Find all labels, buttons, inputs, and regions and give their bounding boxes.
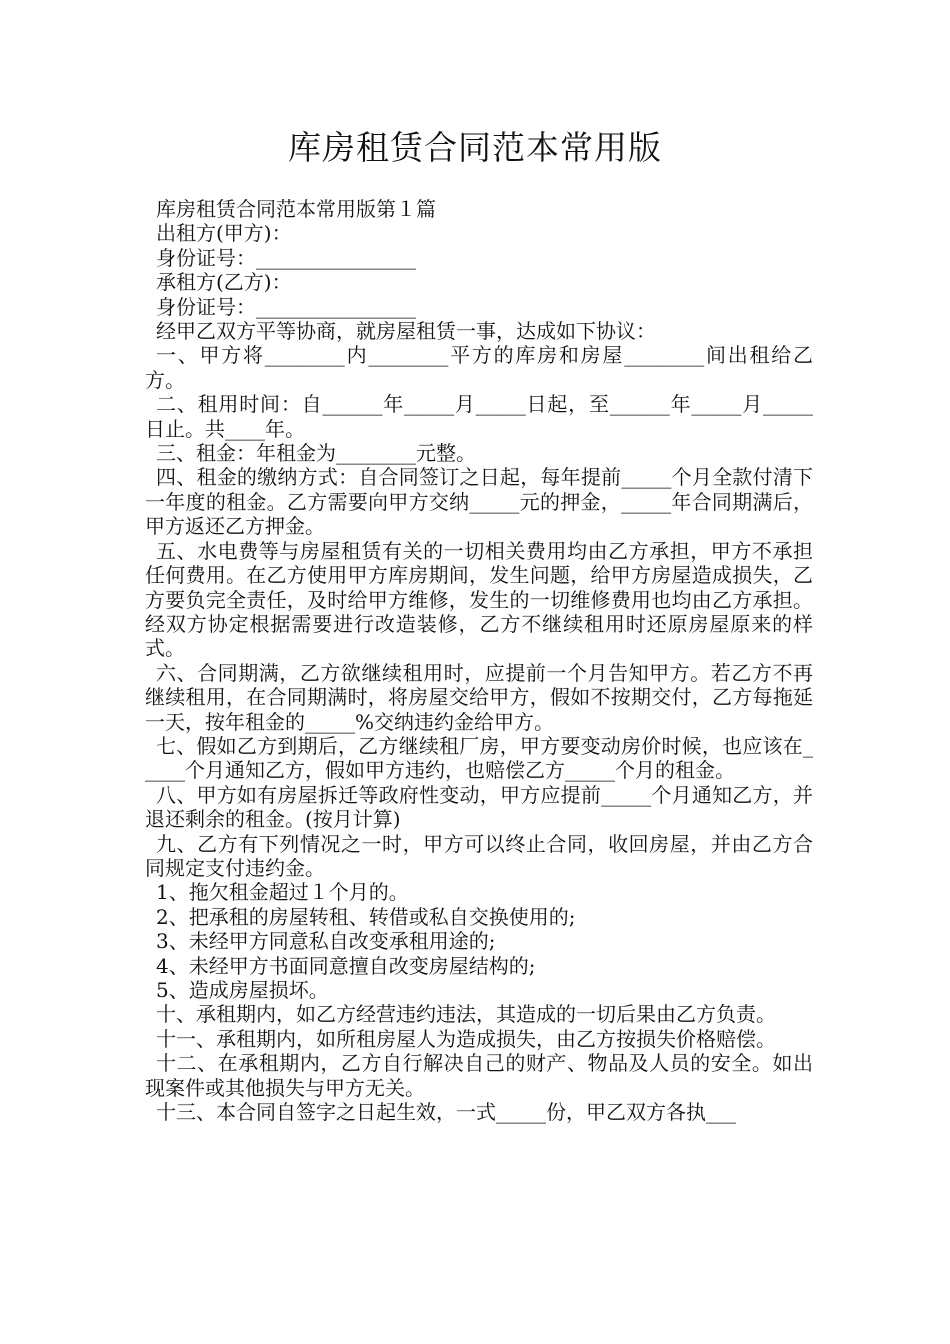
clause-13: 十三、本合同自签字之日起生效，一式_____份，甲乙双方各执___ xyxy=(156,1100,736,1125)
clause-2: 二、租用时间：自______年_____月_____日起，至______年_____月_____日止。共____年。 xyxy=(145,392,813,441)
agreement-intro: 经甲乙双方平等协商，就房屋租赁一事，达成如下协议： xyxy=(156,319,656,344)
clause-9-item-2: 2、把承租的房屋转租、转借或私自交换使用的; xyxy=(156,904,576,929)
lessor-id-line: 身份证号：________________ xyxy=(156,245,416,270)
lessee-line: 承租方(乙方)： xyxy=(156,270,292,295)
clause-9-item-5: 5、造成房屋损坏。 xyxy=(156,978,329,1002)
document-body xyxy=(145,197,813,1124)
clause-9: 九、乙方有下列情况之一时，甲方可以终止合同，收回房屋，并由乙方合同规定支付违约金。 xyxy=(145,831,813,880)
clause-6: 六、合同期满，乙方欲继续租用时，应提前一个月告知甲方。若乙方不再继续租用，在合同期满时，将房屋交给甲方，假如不按期交付，乙方每拖延一天，按年租金的_____%交纳违约金给甲方。 xyxy=(145,660,813,734)
lessor-line: 出租方(甲方)： xyxy=(156,221,292,246)
clause-9-item-3: 3、未经甲方同意私自改变承租用途的; xyxy=(156,929,496,954)
clause-1: 一、甲方将________内________平方的库房和房屋________间出租给乙方。 xyxy=(145,343,813,392)
clause-9-item-1: 1、拖欠租金超过１个月的。 xyxy=(156,880,409,905)
clause-10: 十、承租期内，如乙方经营违约违法，其造成的一切后果由乙方负责。 xyxy=(156,1002,776,1027)
clause-3: 三、租金：年租金为________元整。 xyxy=(156,441,476,466)
clause-8: 八、甲方如有房屋拆迁等政府性变动，甲方应提前_____个月通知乙方，并退还剩余的租金。(按月计算) xyxy=(145,782,813,832)
lessee-id-line: 身份证号：________________ xyxy=(156,294,416,319)
clause-4: 四、租金的缴纳方式：自合同签订之日起，每年提前_____个月全款付清下一年度的租金。乙方需要向甲方交纳_____元的押金，_____年合同期满后，甲方返还乙方押金。 xyxy=(145,465,813,539)
document-title: 库房租赁合同范本常用版 xyxy=(288,128,662,167)
clause-5: 五、水电费等与房屋租赁有关的一切相关费用均由乙方承担，甲方不承担任何费用。在乙方使用甲方库房期间，发生问题，给甲方房屋造成损失，乙方要负完全责任，及时给甲方维修，发生的一切维修费用也均由乙方承担。经双方协定根据需要进行改造装修，乙方不继续租用时还原房屋原来的样式。 xyxy=(145,538,813,661)
clause-11: 十一、承租期内，如所租房屋人为造成损失，由乙方按损失价格赔偿。 xyxy=(156,1026,776,1051)
clause-7: 七、假如乙方到期后，乙方继续租厂房，甲方要变动房价时候，也应该在_____个月通知乙方，假如甲方违约，也赔偿乙方_____个月的租金。 xyxy=(145,733,813,783)
section-heading: 库房租赁合同范本常用版第１篇 xyxy=(156,197,436,221)
clause-12: 十二、在承租期内，乙方自行解决自己的财产、物品及人员的安全。如出现案件或其他损失与甲方无关。 xyxy=(145,1051,813,1100)
clause-9-item-4: 4、未经甲方书面同意擅自改变房屋结构的; xyxy=(156,953,536,978)
